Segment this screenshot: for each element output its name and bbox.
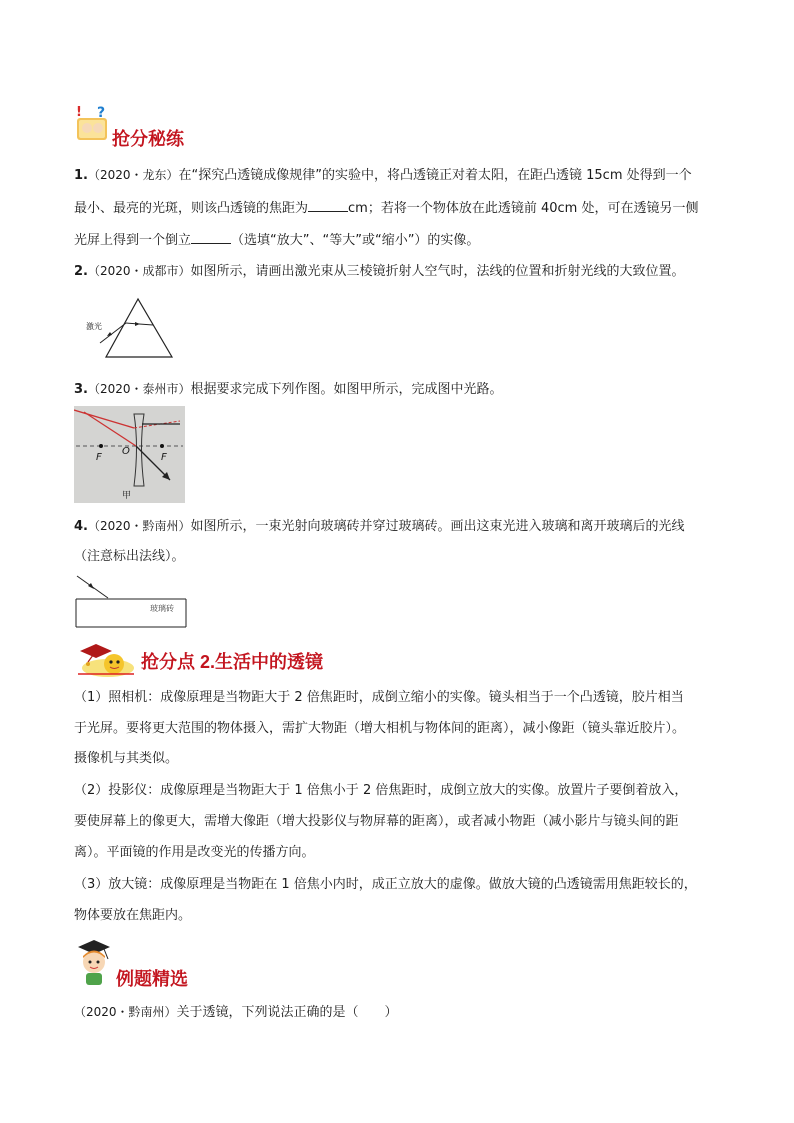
figure-label-laser: 激光 — [86, 322, 102, 331]
question-text: 如图所示，请画出激光束从三棱镜折射人空气时，法线的位置和折射光线的大致位置。 — [190, 264, 685, 279]
question-2-line-1 — [74, 263, 685, 280]
focal-point-label-right: F — [161, 452, 167, 463]
lens-photo-figure — [74, 406, 185, 503]
svg-text:?: ? — [97, 105, 106, 121]
question-4-line-2 — [74, 549, 185, 565]
paragraph-camera-line-2: 于光屏。要将更大范围的物体摄入，需扩大物距（增大相机与物体间的距离），减小像距（镜头靠近胶片）。 — [74, 721, 686, 736]
question-text: （选填“放大”、“等大”或“缩小”）的实像。 — [231, 233, 480, 248]
answer-blank — [308, 199, 348, 212]
question-text: cm；若将一个物体放在此透镜前 40cm 处，可在透镜另一侧 — [348, 201, 699, 216]
question-text: 如图所示，一束光射向玻璃砖并穿过玻璃砖。画出这束光进入玻璃和离开玻璃后的光线 — [190, 519, 685, 534]
question-3-line-1 — [74, 381, 503, 398]
paragraph-projector-line-1: （2）投影仪：成像原理是当物距大于 1 倍焦小于 2 倍焦距时，成倒立放大的实像。放置片子要倒着放入， — [74, 783, 688, 798]
glass-brick-figure — [74, 573, 189, 628]
answer-blank — [191, 231, 231, 244]
optical-center-label: O — [122, 446, 130, 457]
question-number: 2. — [74, 264, 88, 279]
section-icon-question — [75, 104, 111, 142]
question-text: 根据要求完成下列作图。如图甲所示，完成图中光路。 — [190, 382, 503, 397]
question-1-line-3 — [74, 231, 479, 249]
section-title-practice: 抢分秘练 — [112, 129, 184, 149]
question-number: 4. — [74, 519, 88, 534]
question-4-line-1 — [74, 518, 685, 535]
section-icon-graduate — [74, 638, 136, 678]
example-question-line — [74, 1004, 398, 1021]
question-1-line-2 — [74, 199, 698, 217]
question-source: （2020・黔南州） — [74, 1005, 177, 1019]
question-number: 1. — [74, 168, 88, 183]
svg-text:!: ! — [76, 105, 82, 120]
question-1-line-1 — [74, 167, 692, 184]
question-text: 光屏上得到一个倒立 — [74, 233, 192, 248]
question-text: 在“探究凸透镜成像规律”的实验中，将凸透镜正对着太阳，在距凸透镜 15cm 处得到一个 — [178, 168, 692, 183]
question-text: 最小、最亮的光斑，则该凸透镜的焦距为 — [74, 201, 309, 216]
paragraph-camera-line-3: 摄像机与其类似。 — [74, 751, 179, 766]
question-source: （2020・黔南州） — [87, 519, 191, 533]
question-source: （2020・龙东） — [87, 168, 179, 182]
question-source: （2020・泰州市） — [87, 382, 191, 396]
paragraph-projector-line-2: 要使屏幕上的像更大，需增大像距（增大投影仪与物屏幕的距离），或者减小物距（减小影片与镜头间的距 — [74, 814, 679, 829]
figure-label-glass: 玻璃砖 — [150, 604, 174, 613]
section-icon-student — [74, 937, 114, 987]
prism-figure — [80, 295, 180, 365]
paragraph-magnifier-line-1: （3）放大镜：成像原理是当物距在 1 倍焦小内时，成正立放大的虚像。做放大镜的凸透镜需用焦距较长的， — [74, 877, 697, 892]
question-number: 3. — [74, 382, 88, 397]
figure-caption: 甲 — [122, 491, 132, 501]
paragraph-magnifier-line-2: 物体要放在焦距内。 — [74, 908, 192, 923]
paragraph-projector-line-3: 离）。平面镜的作用是改变光的传播方向。 — [74, 845, 315, 860]
paragraph-camera-line-1: （1）照相机：成像原理是当物距大于 2 倍焦距时，成倒立缩小的实像。镜头相当于一个凸透镜，胶片相当 — [74, 690, 684, 705]
question-text: （注意标出法线）。 — [74, 549, 185, 564]
section-title-examples: 例题精选 — [116, 969, 188, 989]
question-source: （2020・成都市） — [87, 264, 191, 278]
question-text: 关于透镜，下列说法正确的是（ ） — [176, 1005, 398, 1020]
focal-point-label-left: F — [96, 452, 102, 463]
section-title-lenses-in-life: 抢分点 2.生活中的透镜 — [141, 652, 324, 672]
